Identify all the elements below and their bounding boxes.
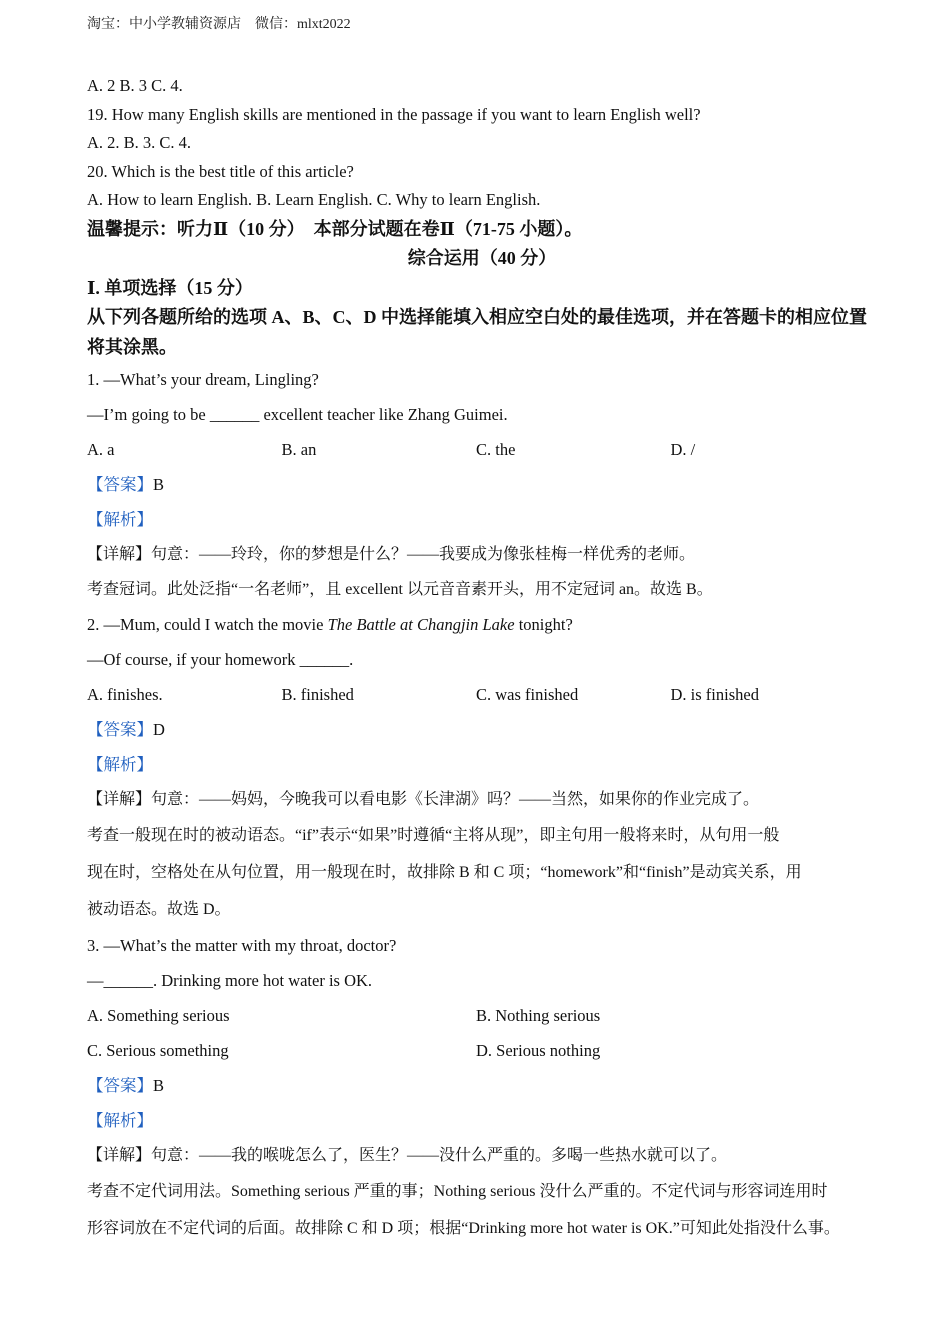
part-title: Ⅰ. 单项选择（15 分）	[87, 277, 253, 298]
q3-analysis	[87, 1103, 877, 1138]
answer-tag: 【答案】	[87, 720, 153, 739]
q3-options-row1	[87, 998, 877, 1033]
q1-options	[87, 432, 877, 467]
q1-analysis	[87, 502, 877, 537]
q3-line1: 3. —What’s the matter with my throat, doctor?	[87, 936, 397, 955]
q1-answer-value: B	[153, 475, 165, 494]
q3-option-d: D. Serious nothing	[476, 1040, 601, 1060]
q2-options	[87, 677, 877, 712]
q2-answer	[87, 712, 877, 747]
q2-movie-title: The Battle at Changjin Lake	[327, 615, 515, 634]
q3-option-c: C. Serious something	[87, 1040, 229, 1060]
q1-option-d: D. /	[670, 439, 696, 459]
q2-option-d: D. is finished	[670, 684, 759, 704]
q2-explain-3: 被动语态。故选 D。	[87, 901, 231, 918]
analysis-tag: 【解析】	[87, 755, 153, 774]
q2-line2: —Of course, if your homework ______.	[87, 650, 354, 669]
q2-detail: 【详解】句意：——妈妈，今晚我可以看电影《长津湖》吗？——当然，如果你的作业完成了。	[87, 791, 760, 808]
q1-explain: 考查冠词。此处泛指“一名老师”，且 excellent 以元音音素开头，用不定冠词 an。故选 B。	[87, 581, 713, 598]
answer-tag: 【答案】	[87, 1076, 153, 1095]
q19-stem: 19. How many English skills are mentioned in the passage if you want to learn English well?	[87, 104, 701, 124]
section-title: 综合运用（40 分）	[407, 248, 557, 268]
q1-answer	[87, 467, 877, 502]
q2-line1	[87, 607, 877, 642]
q2-explain-1: 考查一般现在时的被动语态。“if”表示“如果”时遵循“主将从现”，即主句用一般将来时，从句用一般	[87, 827, 780, 844]
document-body	[87, 72, 877, 1247]
q2-line1-pre: 2. —Mum, could I watch the movie	[87, 615, 328, 634]
q2-answer-value: D	[153, 720, 165, 739]
q1-line1: 1. —What’s your dream, Lingling?	[87, 370, 319, 389]
q1-detail: 【详解】句意：——玲玲，你的梦想是什么？——我要成为像张桂梅一样优秀的老师。	[87, 546, 696, 563]
q3-explain-1: 考查不定代词用法。Something serious 严重的事；Nothing serious 没什么严重的。不定代词与形容词连用时	[87, 1183, 828, 1200]
q18-options: A. 2 B. 3 C. 4.	[87, 76, 183, 95]
answer-tag: 【答案】	[87, 475, 153, 494]
q3-line2: —______. Drinking more hot water is OK.	[87, 971, 373, 990]
listening-tip: 温馨提示：听力Ⅱ（10 分） 本部分试题在卷Ⅱ（71-75 小题）。	[87, 218, 583, 239]
q1-option-b: B. an	[281, 439, 317, 459]
q19-options: A. 2. B. 3. C. 4.	[87, 133, 192, 152]
q20-options: A. How to learn English. B. Learn English. C. Why to learn English.	[87, 190, 541, 209]
q3-answer	[87, 1068, 877, 1103]
q2-line1-post: tonight?	[514, 615, 573, 634]
analysis-tag: 【解析】	[87, 1111, 153, 1130]
part-instruction: 从下列各题所给的选项 A、B、C、D 中选择能填入相应空白处的最佳选项，并在答题卡的相应位置将其涂黑。	[87, 307, 867, 357]
q1-option-a: A. a	[87, 439, 115, 459]
q3-options-row2	[87, 1033, 877, 1068]
q1-option-c: C. the	[476, 439, 516, 459]
q2-option-a: A. finishes.	[87, 684, 163, 704]
q3-explain-2: 形容词放在不定代词的后面。故排除 C 和 D 项；根据“Drinking more hot water is OK.”可知此处指没什么事。	[87, 1220, 840, 1237]
q3-option-a: A. Something serious	[87, 1005, 230, 1025]
q3-answer-value: B	[153, 1076, 165, 1095]
q20-stem: 20. Which is the best title of this article?	[87, 161, 354, 181]
q3-option-b: B. Nothing serious	[476, 1005, 601, 1025]
q2-option-b: B. finished	[281, 684, 354, 704]
q2-explain-2: 现在时，空格处在从句位置，用一般现在时，故排除 B 和 C 项；“homework”和“finish”是动宾关系，用	[87, 864, 802, 881]
page-header-watermark: 淘宝：中小学教辅资源店 微信：mlxt2022	[87, 17, 351, 32]
q1-line2: —I’m going to be ______ excellent teacher like Zhang Guimei.	[87, 405, 508, 424]
analysis-tag: 【解析】	[87, 510, 153, 529]
q2-option-c: C. was finished	[476, 684, 579, 704]
q2-analysis	[87, 747, 877, 782]
q3-detail: 【详解】句意：——我的喉咙怎么了，医生？——没什么严重的。多喝一些热水就可以了。	[87, 1147, 728, 1164]
